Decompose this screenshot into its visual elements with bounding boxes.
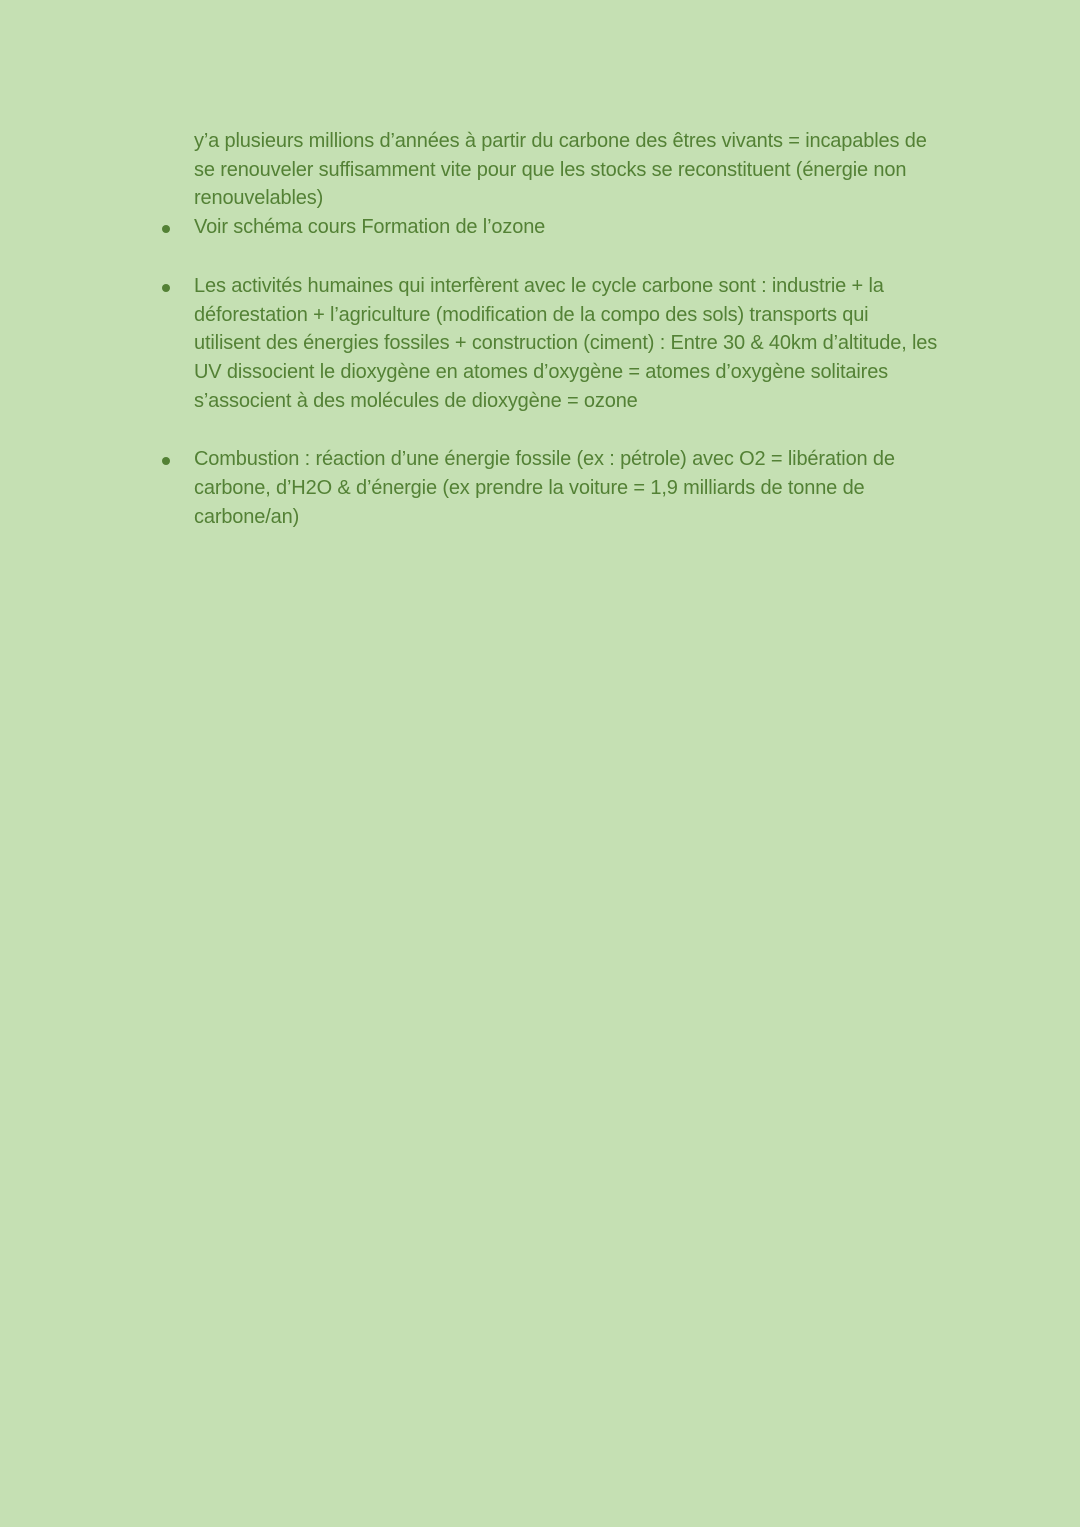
list-item-text: Les activités humaines qui interfèrent avec le cycle carbone sont : industrie + la déforestation + l’agriculture (modification de la compo des sols) transports qui utilisent des énergies fossiles + construction (ciment) : Entre 30 & 40km d’altitude, les UV dissocient le dioxygène en atomes d’oxygène = atomes d’oxygène solitaires s’associent à des molécules de dioxygène = ozone [194,274,938,412]
continuation-paragraph [194,127,964,213]
paragraph-spacer [0,242,1080,272]
bullet-icon [162,457,170,465]
paragraph-spacer [0,415,1080,445]
bullet-icon [162,225,170,233]
list-item-human-activities [194,272,964,416]
list-item-text: Voir schéma cours Formation de l’ozone [194,216,546,239]
continuation-text: y’a plusieurs millions d’années à partir du carbone des êtres vivants = incapables de se renouveler suffisamment vite pour que les stocks se reconstituent (énergie non renouvelables) [194,130,927,210]
list-item-ozone-schema [194,213,964,242]
list-item-combustion [194,445,964,531]
bullet-icon [162,284,170,292]
page-content [0,127,1080,531]
list-item-text: Combustion : réaction d’une énergie fossile (ex : pétrole) avec O2 = libération de carbone, d’H2O & d’énergie (ex prendre la voiture = 1,9 milliards de tonne de carbone/an) [194,448,895,528]
